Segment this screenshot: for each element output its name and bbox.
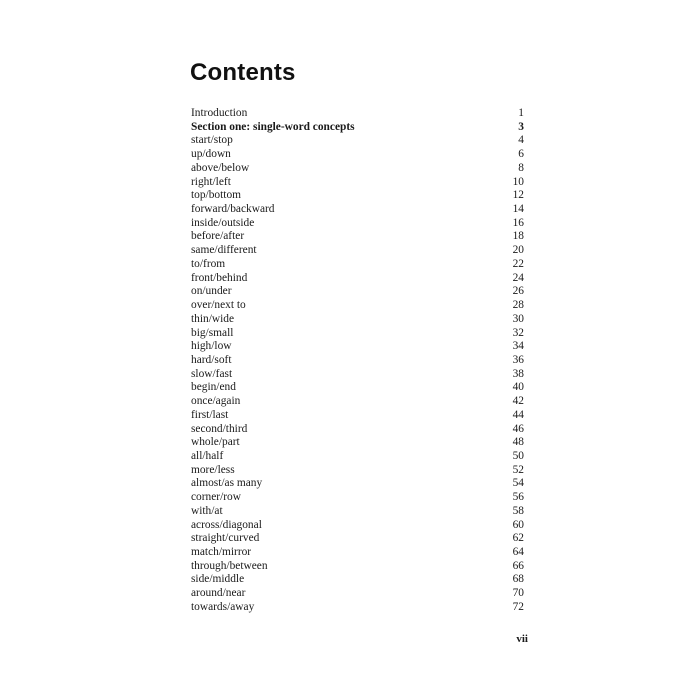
toc-entry <box>191 244 524 258</box>
toc-entry-title: first/last <box>191 408 229 421</box>
toc-entry-page: 54 <box>512 477 524 490</box>
toc-entry <box>191 505 524 519</box>
toc-entry-page: 52 <box>512 463 524 476</box>
toc-entry <box>191 272 524 286</box>
toc-entry-title: Section one: single-word concepts <box>191 120 355 133</box>
toc-entry-page: 72 <box>512 600 524 613</box>
toc-entry-title: side/middle <box>191 573 245 586</box>
toc-entry-page: 36 <box>512 353 524 366</box>
toc-entry <box>191 491 524 505</box>
toc-entry <box>191 340 524 354</box>
toc-entry <box>191 573 524 587</box>
toc-entry-page: 68 <box>512 573 524 586</box>
toc-entry-title: with/at <box>191 504 223 517</box>
toc-entry <box>191 587 524 601</box>
toc-entry-page: 62 <box>512 532 524 545</box>
toc-entry-title: over/next to <box>191 299 246 312</box>
toc-entry-title: almost/as many <box>191 477 263 490</box>
toc-entry-title: on/under <box>191 285 232 298</box>
toc-entry <box>191 368 524 382</box>
toc-entry <box>191 176 524 190</box>
toc-entry-page: 34 <box>512 340 524 353</box>
toc-entry-title: more/less <box>191 463 235 476</box>
toc-entry <box>191 436 524 450</box>
toc-entry <box>191 395 524 409</box>
toc-entry <box>191 381 524 395</box>
toc-entry-page: 4 <box>518 134 524 147</box>
toc-entry-title: through/between <box>191 559 268 572</box>
toc-entry <box>191 148 524 162</box>
toc-entry-title: right/left <box>191 175 231 188</box>
toc-entry-title: once/again <box>191 395 241 408</box>
toc-entry-page: 24 <box>512 271 524 284</box>
toc-entry-page: 10 <box>512 175 524 188</box>
toc-entry-title: top/bottom <box>191 189 241 202</box>
toc-entry-page: 6 <box>518 148 524 161</box>
toc-entry-title: to/from <box>191 257 226 270</box>
toc-entry-title: Introduction <box>191 107 248 119</box>
toc-entry-title: front/behind <box>191 271 248 284</box>
toc-entry-title: corner/row <box>191 491 241 504</box>
toc-entry-title: around/near <box>191 587 246 600</box>
toc-entry-page: 3 <box>518 120 524 133</box>
toc-entry-title: all/half <box>191 449 224 462</box>
toc-entry <box>191 230 524 244</box>
toc-entry-title: slow/fast <box>191 367 233 380</box>
toc-entry-page: 8 <box>518 161 524 174</box>
toc-entry-page: 64 <box>512 546 524 558</box>
toc-entry <box>191 560 524 574</box>
toc-entry-title: high/low <box>191 340 232 353</box>
toc-entry-page: 20 <box>512 244 524 257</box>
toc-entry <box>191 464 524 478</box>
toc-entry-page: 48 <box>512 436 524 449</box>
toc-entry <box>191 354 524 368</box>
toc-entry <box>191 601 524 615</box>
toc-entry <box>191 423 524 437</box>
toc-section-heading <box>191 121 524 135</box>
toc-entry-page: 12 <box>512 189 524 202</box>
toc-entry-page: 28 <box>512 299 524 312</box>
toc-entry-page: 58 <box>512 504 524 517</box>
toc-entry <box>191 162 524 176</box>
toc-entry-title: same/different <box>191 244 257 257</box>
toc-entry-title: whole/part <box>191 436 240 449</box>
toc-entry-title: towards/away <box>191 600 255 613</box>
toc-entry <box>191 450 524 464</box>
toc-entry-page: 66 <box>512 559 524 572</box>
toc-entry <box>191 134 524 148</box>
toc-entry-title: second/third <box>191 422 248 435</box>
toc-entry-page: 26 <box>512 285 524 298</box>
toc-entry <box>191 313 524 327</box>
toc-entry-title: big/small <box>191 326 234 339</box>
toc-entry-page: 22 <box>512 257 524 270</box>
toc-entry-title: match/mirror <box>191 546 252 558</box>
toc-entry <box>191 285 524 299</box>
toc-entry <box>191 477 524 491</box>
toc-entry-page: 70 <box>512 587 524 600</box>
toc-entry-title: forward/backward <box>191 203 275 216</box>
toc-entry-page: 46 <box>512 422 524 435</box>
page-number: vii <box>516 633 528 645</box>
toc-entry-title: above/below <box>191 161 250 174</box>
toc-entry <box>191 217 524 231</box>
toc-entry-page: 1 <box>518 107 524 119</box>
toc-entry-page: 40 <box>512 381 524 394</box>
toc-entry <box>191 299 524 313</box>
toc-entry-page: 38 <box>512 367 524 380</box>
toc-entry <box>191 519 524 533</box>
toc-entry-page: 32 <box>512 326 524 339</box>
toc-entry-title: hard/soft <box>191 353 232 366</box>
toc-entry <box>191 203 524 217</box>
toc-entry-title: thin/wide <box>191 312 235 325</box>
toc-entry-page: 50 <box>512 449 524 462</box>
toc-entry-title: start/stop <box>191 134 233 147</box>
toc-entry-page: 56 <box>512 491 524 504</box>
toc-entry <box>191 327 524 341</box>
toc-entry-title: before/after <box>191 230 245 243</box>
toc-entry-page: 18 <box>512 230 524 243</box>
toc-entry <box>191 409 524 423</box>
toc-entry-page: 42 <box>512 395 524 408</box>
toc-entry-title: begin/end <box>191 381 236 394</box>
page-title: Contents <box>190 59 296 86</box>
toc-entry-title: up/down <box>191 148 231 161</box>
toc-entry-page: 30 <box>512 312 524 325</box>
toc-entry-title: straight/curved <box>191 532 260 545</box>
toc-entry-title: across/diagonal <box>191 518 262 531</box>
toc-entry <box>191 107 524 121</box>
toc-entry <box>191 532 524 546</box>
toc-entry <box>191 189 524 203</box>
toc-entry <box>191 546 524 560</box>
table-of-contents <box>191 107 524 615</box>
toc-entry-page: 14 <box>512 203 524 216</box>
toc-entry-page: 16 <box>512 216 524 229</box>
toc-entry-title: inside/outside <box>191 216 255 229</box>
toc-entry-page: 44 <box>512 408 524 421</box>
toc-entry-page: 60 <box>512 518 524 531</box>
toc-entry <box>191 258 524 272</box>
